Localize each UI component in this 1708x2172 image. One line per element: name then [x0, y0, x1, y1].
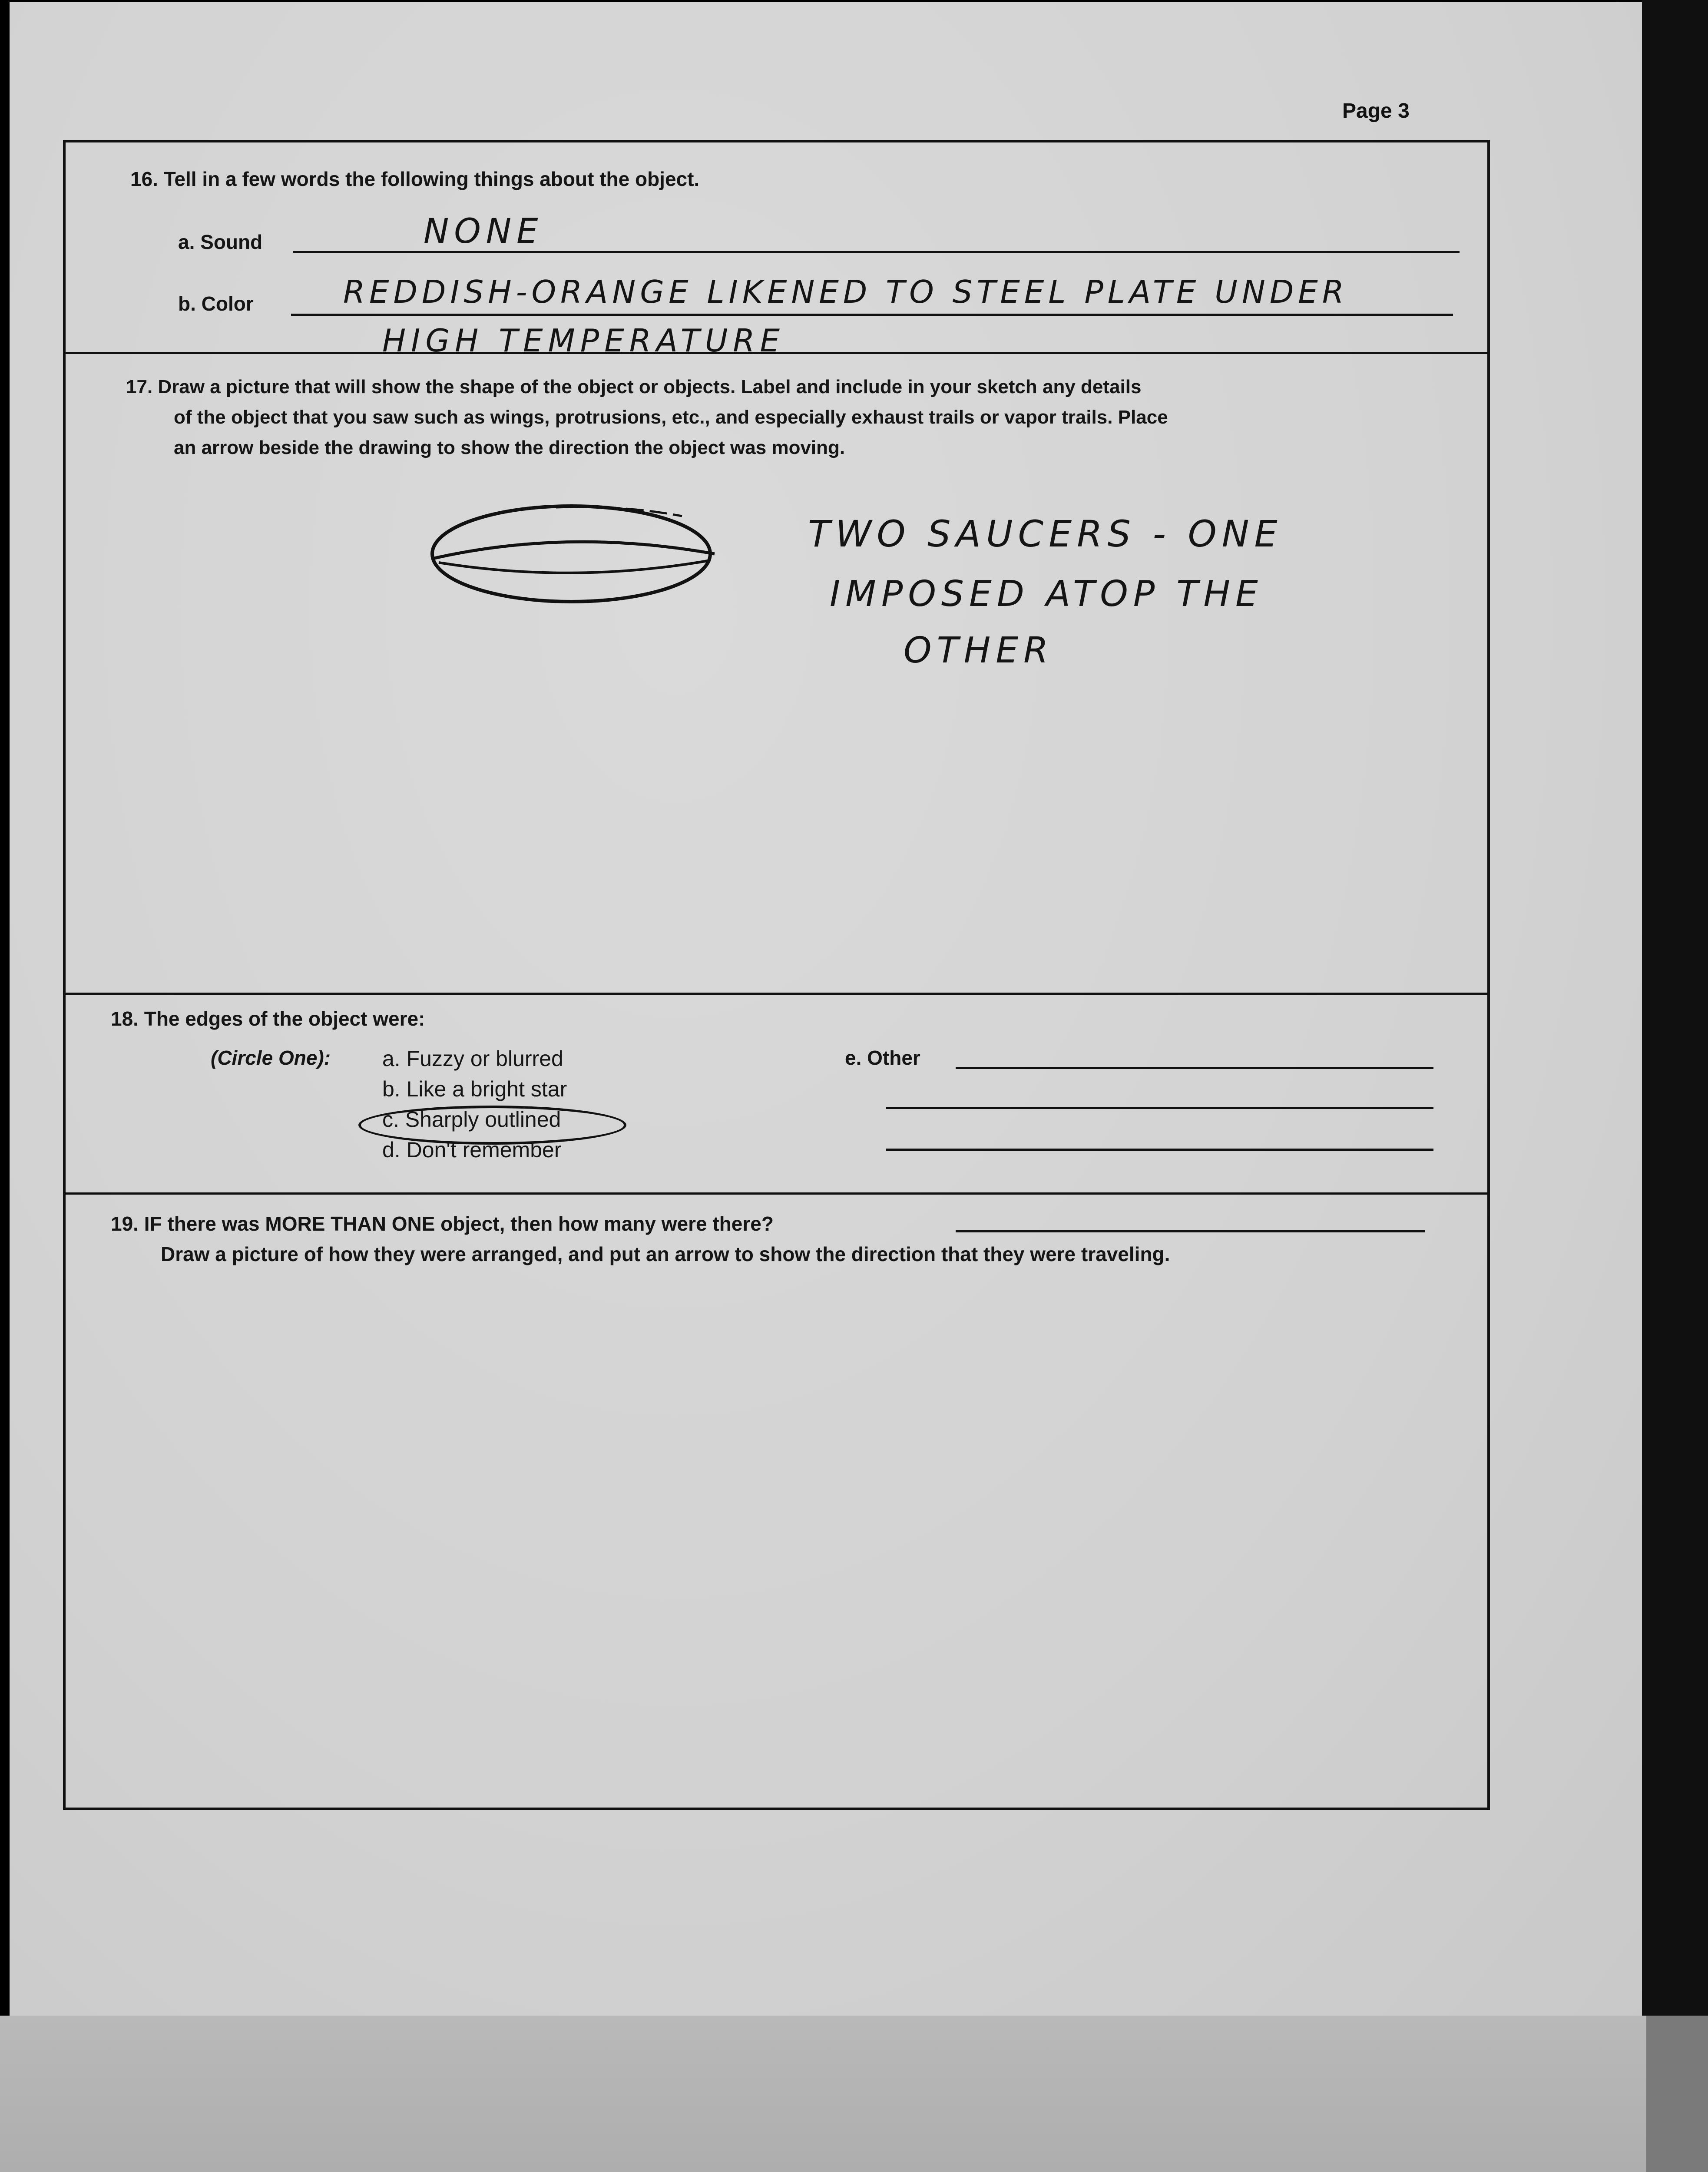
- q19-count-line: [956, 1230, 1425, 1232]
- q16-color-label: b. Color: [178, 292, 254, 315]
- scan-edge-shadow: [1642, 0, 1708, 2016]
- q19-prompt-line2: Draw a picture of how they were arranged, and put an arrow to show the direction that they were traveling.: [161, 1243, 1170, 1265]
- q18-other-label: e. Other: [845, 1046, 920, 1069]
- q18-other-line2: [886, 1107, 1433, 1109]
- q18-prompt: 18. The edges of the object were:: [111, 1007, 425, 1030]
- scan-edge-lower: [1646, 2016, 1708, 2172]
- q17-prompt-line1: 17. Draw a picture that will show the shape of the object or objects. Label and include in your sketch any details: [126, 376, 1142, 397]
- q16-prompt: 16. Tell in a few words the following things about the object.: [130, 168, 700, 190]
- q16-sound-line: [293, 251, 1460, 253]
- q16-color-answer-line1: REDDISH-ORANGE LIKENED TO STEEL PLATE UNDER: [343, 274, 1348, 310]
- q19-prompt-line1: 19. IF there was MORE THAN ONE object, then how many were there?: [111, 1212, 774, 1235]
- q18-option-b: b. Like a bright star: [382, 1077, 567, 1101]
- q17-sketch-note-line2: IMPOSED ATOP THE: [830, 573, 1263, 615]
- section-divider-17-18: [63, 993, 1490, 995]
- q18-circle-one: (Circle One):: [211, 1046, 331, 1069]
- saucer-sketch-icon: [426, 495, 730, 617]
- q17-sketch-note-line3: OTHER: [904, 630, 1054, 671]
- q18-option-c: c. Sharply outlined: [382, 1107, 561, 1132]
- q16-sound-answer: NONE: [424, 212, 543, 251]
- q16-sound-label: a. Sound: [178, 231, 263, 253]
- q17-prompt-line2: of the object that you saw such as wings, protrusions, etc., and especially exhaust trails or vapor trails. Place: [174, 407, 1168, 428]
- section-divider-18-19: [63, 1192, 1490, 1195]
- q18-other-line3: [886, 1149, 1433, 1151]
- q18-other-line1: [956, 1067, 1433, 1069]
- q18-option-a: a. Fuzzy or blurred: [382, 1046, 563, 1071]
- q17-prompt-line3: an arrow beside the drawing to show the direction the object was moving.: [174, 437, 845, 458]
- q17-sketch-note-line1: TWO SAUCERS - ONE: [808, 513, 1283, 555]
- q18-option-d: d. Don't remember: [382, 1138, 562, 1162]
- page-number: Page 3: [1342, 99, 1410, 123]
- q16-color-answer-line2: HIGH TEMPERATURE: [382, 322, 785, 359]
- q16-color-line: [291, 314, 1453, 316]
- scan-background-strip: [0, 2016, 1708, 2172]
